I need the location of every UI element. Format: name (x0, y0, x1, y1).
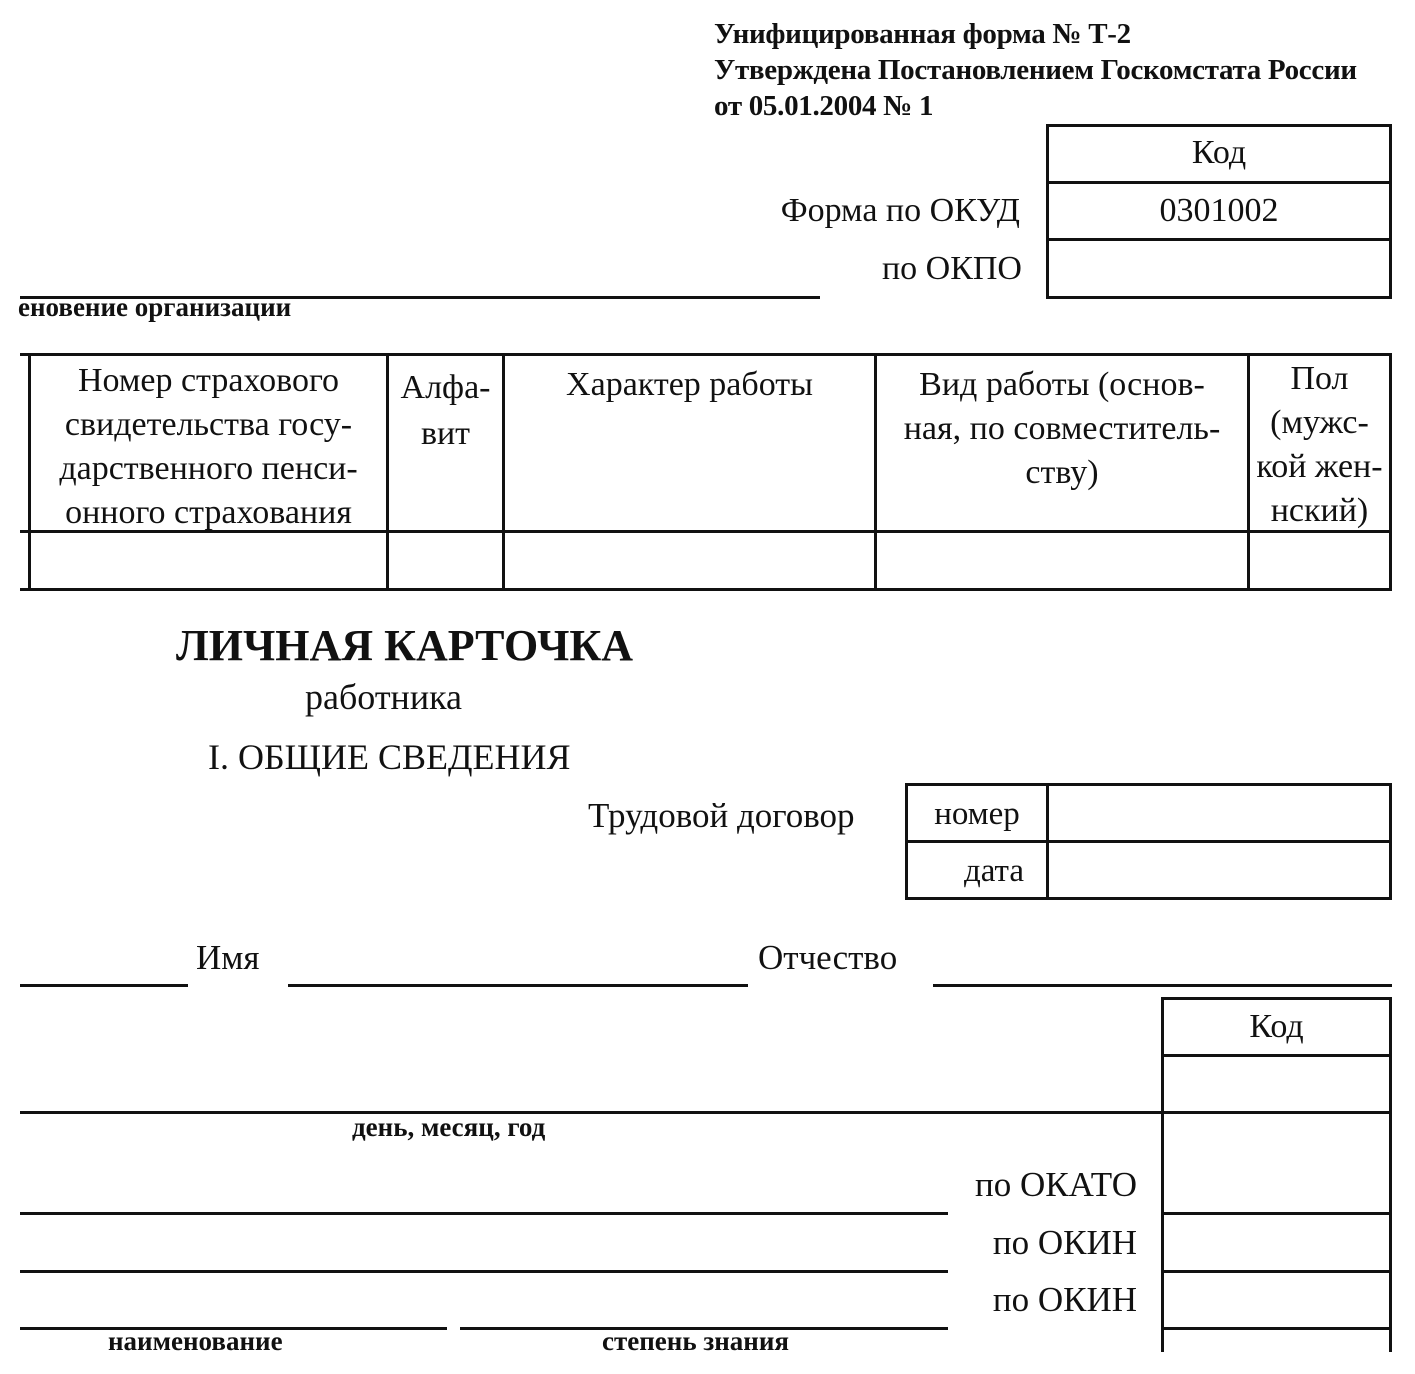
date-caption: день, месяц, год (352, 1112, 546, 1142)
lower-codes-div-5 (1161, 1327, 1392, 1330)
col-work-character (505, 353, 874, 531)
cell-sex[interactable] (1250, 533, 1389, 588)
contract-number-field[interactable] (1049, 786, 1389, 840)
table-bottom-border (20, 588, 1392, 591)
approval-line: Утверждена Постановлением Госкомстата России (714, 54, 1357, 86)
main-table (20, 353, 1392, 591)
card-title: ЛИЧНАЯ КАРТОЧКА (176, 621, 634, 670)
okud-label: Форма по ОКУД (780, 192, 1020, 229)
okin-label-2: по ОКИН (992, 1280, 1137, 1319)
language-degree-caption: степень знания (602, 1326, 789, 1356)
section-title: I. ОБЩИЕ СВЕДЕНИЯ (208, 737, 571, 777)
contract-number-label: номер (934, 796, 1020, 832)
col-sex (1250, 353, 1389, 531)
language-name-caption: наименование (108, 1326, 283, 1356)
lower-code-header: Код (1249, 1008, 1304, 1045)
col-work-type (877, 353, 1247, 531)
col2-line: Алфа- (400, 369, 491, 406)
col4-line: Вид работы (основ- (919, 366, 1205, 403)
okato-label: по ОКАТО (975, 1165, 1137, 1204)
cell-alphabet[interactable] (389, 533, 502, 588)
codes-divider-1 (1046, 181, 1392, 184)
okin-code-field-2[interactable] (1164, 1273, 1389, 1327)
patronymic-label: Отчество (758, 938, 898, 977)
col5-line: кой жен- (1256, 448, 1383, 485)
col1-line: дарственного пенси- (59, 450, 358, 487)
col-insurance-number (31, 353, 386, 531)
cell-insurance-number[interactable] (31, 533, 386, 588)
lower-codes-top (1161, 997, 1392, 1000)
patronymic-line[interactable] (933, 984, 1392, 987)
col3-line: Характер работы (566, 366, 813, 403)
approval-date-line: от 05.01.2004 № 1 (714, 90, 934, 122)
col2-line: вит (420, 415, 471, 452)
col1-line: свидетельства госу- (64, 406, 353, 443)
contract-date-field[interactable] (1049, 843, 1389, 897)
col-alphabet (389, 353, 502, 531)
col4-line: ная, по совместитель- (903, 410, 1221, 447)
col1-line: Номер страхового (77, 362, 340, 399)
surname-line[interactable] (20, 984, 188, 987)
okin-label-1: по ОКИН (992, 1223, 1137, 1262)
first-name-line[interactable] (288, 984, 748, 987)
cell-work-type[interactable] (877, 533, 1247, 588)
col4-line: ству) (1025, 454, 1099, 491)
okud-value[interactable]: 0301002 (1159, 192, 1279, 229)
citizenship-line[interactable] (20, 1270, 948, 1273)
code-header: Код (1191, 134, 1247, 171)
birth-date-code-field[interactable] (1164, 1057, 1389, 1111)
birthplace-line[interactable] (20, 1212, 948, 1215)
card-subtitle: работника (305, 677, 463, 717)
table-vline-5 (1389, 353, 1392, 591)
col5-line: нский) (1270, 492, 1369, 529)
okin-code-field-1[interactable] (1164, 1215, 1389, 1270)
okato-code-field[interactable] (1164, 1114, 1389, 1212)
lower-codes-right-border (1389, 997, 1392, 1352)
col5-line: Пол (1290, 360, 1349, 397)
contract-label: Трудовой договор (588, 796, 855, 835)
col1-line: онного страхования (65, 494, 352, 531)
contract-date-label: дата (963, 853, 1024, 889)
organization-caption: еновение организации (18, 292, 292, 322)
form-number-line: Унифицированная форма № Т-2 (714, 18, 1131, 50)
first-name-label: Имя (196, 938, 260, 977)
okpo-label: по ОКПО (881, 250, 1022, 287)
codes-divider-2 (1046, 238, 1392, 241)
col5-line: (мужс- (1270, 404, 1369, 441)
cell-work-character[interactable] (505, 533, 874, 588)
